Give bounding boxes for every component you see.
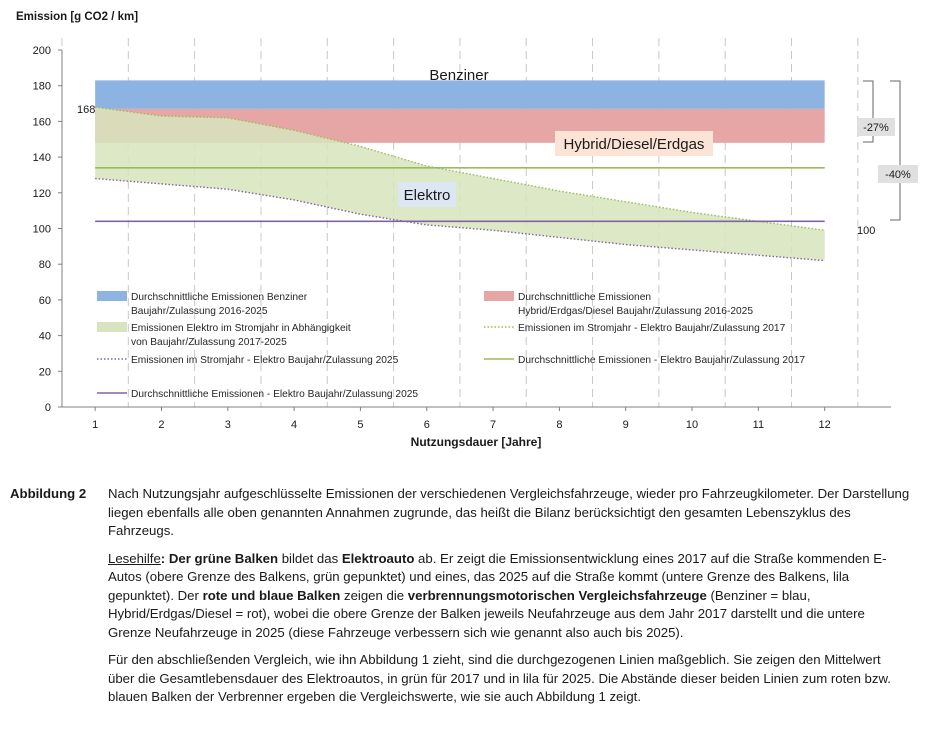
legend-label-0: Baujahr/Zulassung 2016-2025 <box>131 306 268 317</box>
legend-label-1: Durchschnittliche Emissionen <box>518 292 652 303</box>
caption-text: ab. Er zeigt die Emissionsentwicklung eines 2017 auf die Straße kommenden E-Autos (obere Grenze des Balkens, grün gepunktet) und eines, das 2025 auf die Straße kommt (untere Grenze des Balkens, lila gepunktet). Der <box>108 550 887 603</box>
y-tick-label: 60 <box>38 294 51 307</box>
label-hybrid: Hybrid/Diesel/Erdgas <box>563 136 705 153</box>
y-tick-label: 140 <box>32 152 51 165</box>
y-tick-label: 120 <box>32 187 51 200</box>
y-tick-label: 180 <box>32 80 51 93</box>
caption-paragraph-2 <box>108 550 910 643</box>
caption-body <box>108 485 910 716</box>
legend-swatch-2 <box>97 322 127 332</box>
caption-text: bildet das <box>278 550 342 566</box>
caption-text: (Benziner = blau, Hybrid/Erdgas/Diesel = rot), wobei die obere Grenze der Balken jeweils Neufahrzeuge aus dem Jahr 2017 darstellt und die untere Grenze Neufahrzeuge in 2025 (diese Fahrzeuge verbessern sich wie genannt also auch bis 2025). <box>108 587 865 640</box>
value-label-end: 100 <box>857 225 876 237</box>
x-tick-label: 11 <box>752 419 765 431</box>
legend-label-2: Emissionen Elektro im Stromjahr in Abhängigkeit <box>131 323 351 334</box>
caption-text: : Der <box>160 550 195 566</box>
legend-label-3: Emissionen im Stromjahr - Elektro Baujahr/Zulassung 2017 <box>518 323 786 334</box>
legend-swatch-0 <box>97 291 127 301</box>
value-label-start: 168 <box>77 104 96 116</box>
y-axis-title: Emission [g CO2 / km] <box>16 11 139 23</box>
caption-bold: rote und blaue Balken <box>202 587 341 603</box>
legend-label-2: von Baujahr/Zulassung 2017-2025 <box>131 337 287 348</box>
y-tick-label: 0 <box>44 402 51 414</box>
band-0 <box>95 80 825 109</box>
x-tick-label: 12 <box>818 419 831 431</box>
caption-bold: Elektroauto <box>341 550 415 566</box>
x-tick-label: 10 <box>685 419 699 431</box>
caption-label: Abbildung 2 <box>10 486 87 501</box>
x-tick-label: 4 <box>291 419 298 431</box>
caption-lesehilfe: Lesehilfe <box>108 550 161 566</box>
caption-paragraph-1: Nach Nutzungsjahr aufgeschlüsselte Emissionen der verschiedenen Vergleichsfahrzeuge, wieder pro Fahrzeugkilometer. Der Darstellung liegen ebenfalls alle oben genannten Annahmen zugrunde, das heißt die Bilanz berücksichtigt den gesamten Lebenszyklus des Fahrzeugs. <box>108 486 910 538</box>
legend-swatch-1 <box>484 291 514 301</box>
y-tick-label: 80 <box>38 259 51 272</box>
legend-label-5: Durchschnittliche Emissionen - Elektro Baujahr/Zulassung 2017 <box>518 355 806 366</box>
label-elektro: Elektro <box>403 187 451 204</box>
x-tick-label: 5 <box>357 419 364 431</box>
x-tick-label: 7 <box>490 419 497 431</box>
x-axis-title: Nutzungsdauer [Jahre] <box>410 435 542 449</box>
x-tick-label: 2 <box>158 419 165 431</box>
y-tick-label: 160 <box>32 116 51 129</box>
caption-text: zeigen die <box>340 587 408 603</box>
y-tick-label: 20 <box>38 366 51 379</box>
x-tick-label: 6 <box>423 419 430 431</box>
x-tick-label: 3 <box>224 419 231 431</box>
chart-legend <box>97 291 805 400</box>
caption-bold: grüne Balken <box>194 550 279 566</box>
y-tick-label: 100 <box>32 223 51 236</box>
x-tick-label: 9 <box>622 419 629 431</box>
caption-bold: verbrennungsmotorischen Vergleichsfahrzeuge <box>407 587 707 603</box>
x-tick-label: 1 <box>92 419 99 431</box>
y-tick-label: 40 <box>38 330 51 343</box>
bracket-40 <box>890 81 900 220</box>
caption-paragraph-3: Für den abschließenden Vergleich, wie ihn Abbildung 1 zieht, sind die durchgezogenen Linien maßgeblich. Sie zeigen den Mittelwert über die Gesamtlebensdauer des Elektroautos, in grün für 2017 und in lila für 2025. Die Abstände dieser beiden Linien zum roten bzw. blauen Balken der Verbrenner ergeben die Vergleichswerte, wie sie auch Abbildung 1 zeigt. <box>108 652 891 704</box>
legend-label-1: Hybrid/Erdgas/Diesel Baujahr/Zulassung 2016-2025 <box>518 306 754 317</box>
pct-40-label: -40% <box>885 169 911 181</box>
x-tick-label: 8 <box>556 419 563 431</box>
pct-27-label: -27% <box>863 122 889 134</box>
y-tick-label: 200 <box>32 45 51 57</box>
label-benziner: Benziner <box>429 67 489 84</box>
legend-label-4: Emissionen im Stromjahr - Elektro Baujahr/Zulassung 2025 <box>131 355 399 366</box>
legend-label-6: Durchschnittliche Emissionen - Elektro Baujahr/Zulassung 2025 <box>131 389 419 400</box>
legend-label-0: Durchschnittliche Emissionen Benziner <box>131 292 308 303</box>
